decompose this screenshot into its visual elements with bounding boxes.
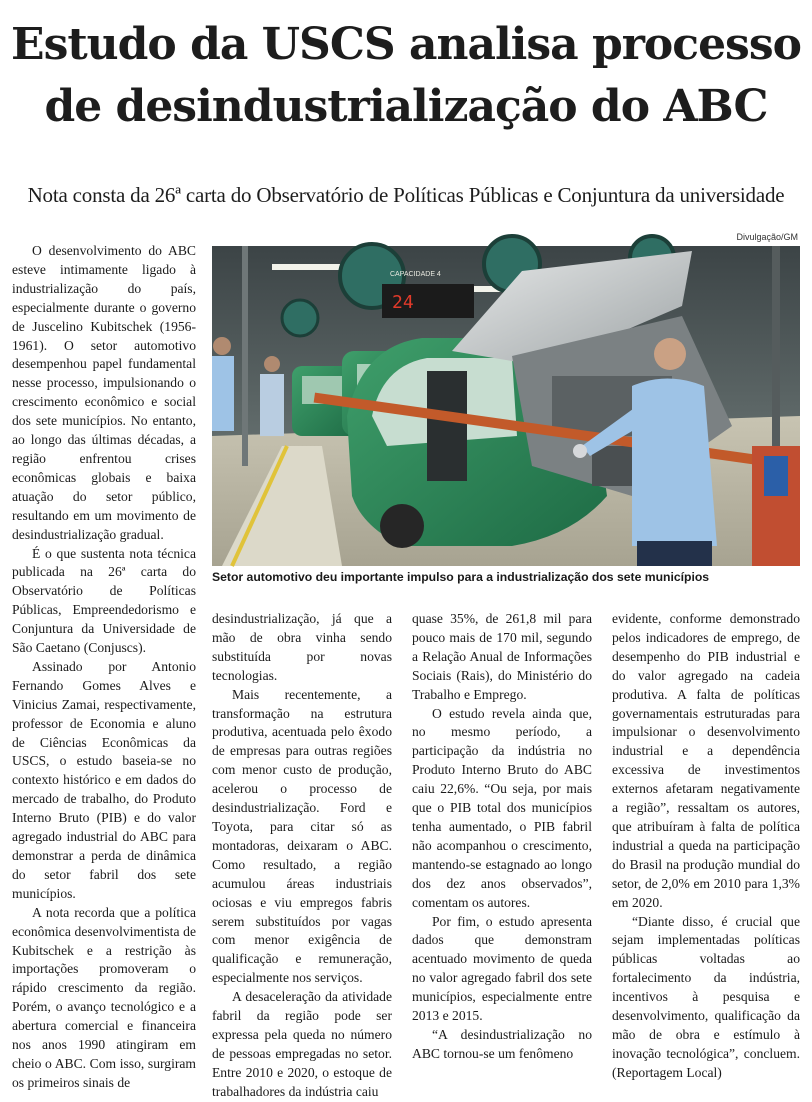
paragraph: Assinado por Antonio Fernando Gomes Alves e Vinicius Zamai, respectivamente, professor de Economia e aluno de Ciências Econômicas da USCS, o estudo baseia-se no contexto histórico e em dados do mercado de trabalho, do Produto Interno Bruto (PIB) e do valor agregado industrial do ABC para demonstrar a perda de dinâmica do setor fabril dos sete municípios. — [12, 658, 196, 901]
paragraph: A nota recorda que a política econômica desenvolvimentista de Kubitschek e a restrição às importações promoveram o rápido crescimento da região. Porém, o avanço tecnológico e a abertura comercial e financeira nos anos 1990 atingiram em cheio o ABC. Com isso, surgiram os primeiros sinais de — [12, 904, 196, 1090]
sign-text: CAPACIDADE 4 — [390, 271, 441, 278]
headline — [10, 14, 802, 138]
paragraph: “A desindustrialização no ABC tornou-se um fenômeno — [412, 1026, 592, 1061]
article-column-3 — [412, 610, 592, 1064]
paragraph: Por fim, o estudo apresenta dados que demonstram acentuado movimento de queda no valor agregado fabril dos sete municípios, especialmente entre 2013 e 2015. — [412, 913, 592, 1024]
paragraph: O desenvolvimento do ABC esteve intimamente ligado à industrialização do país, especialmente durante o governo de Juscelino Kubitschek (1956-1961). O setor automotivo desempenhou papel fundamental nesse processo, impulsionando o crescimento econômico e social dos sete municípios. No entanto, ao longo das últimas décadas, a região enfrentou crises econômicas globais e baixa atuação do setor público, resultando em um movimento de desindustrialização gradual. — [12, 243, 196, 542]
photo-caption: Setor automotivo deu importante impulso para a industrialização dos sete municípios — [212, 570, 710, 584]
paragraph: evidente, conforme demonstrado pelos indicadores de emprego, de desempenho do PIB industrial e do valor agregado na cadeia produtiva. A falta de políticas governamentais estruturadas para impulsionar o desenvolvimento industrial e a dependência excessiva de investimentos externos afetaram negativamente a região”, ressaltam os autores, que atribuíram à falta de política industrial a queda na participação do Brasil na produção mundial do setor, de 2,0% em 2010 para 1,3% em 2020. — [612, 611, 800, 910]
headline-line-2: de desindustrialização do ABC — [44, 81, 768, 132]
paragraph: desindustrialização, já que a mão de obra vinha sendo substituída por novas tecnologias. — [212, 611, 392, 683]
paragraph: É o que sustenta nota técnica publicada na 26ª carta do Observatório de Políticas Públicas, Empreendedorismo e Conjuntura da Universidade de São Caetano (Conjuscs). — [12, 545, 196, 656]
article-column-2 — [212, 610, 392, 1099]
paragraph: Mais recentemente, a transformação na estrutura produtiva, acentuada pelo êxodo de empresas para outras regiões com menor custo de produção, acelerou o processo de desindustrialização. Ford e Toyota, para citar só as montadoras, deixaram o ABC. Como resultado, a região acumulou áreas industriais ociosas e viu empregos fabris serem substituídos por vagas com menor exigência de qualificação e remuneração, especialmente nos serviços. — [212, 686, 392, 986]
display-board-text: 24 — [392, 292, 414, 313]
headline-line-1: Estudo da USCS analisa processo — [11, 19, 801, 70]
article-column-4 — [612, 610, 800, 1080]
subheadline: Nota consta da 26ª carta do Observatório de Políticas Públicas e Conjuntura da universidade — [27, 183, 785, 207]
paragraph: quase 35%, de 261,8 mil para pouco mais de 170 mil, segundo a Relação Anual de Informações Sociais (Rais), do Ministério do Trabalho e Emprego. — [412, 611, 592, 702]
paragraph: “Diante disso, é crucial que sejam implementadas políticas públicas voltadas ao fortalecimento da indústria, incentivos à pesquisa e desenvolvimento, qualificação da mão de obra e estímulo à inovação tecnológica”, concluem. (Reportagem Local) — [612, 913, 800, 1080]
article-photo — [212, 246, 800, 566]
article-column-1 — [12, 242, 196, 1090]
paragraph: O estudo revela ainda que, no mesmo período, a participação da indústria no Produto Interno Bruto do ABC caiu 22,6%. “Ou seja, por mais que o PIB total dos municípios tenha aumentado, o PIB fabril não acompanhou o crescimento, mantendo-se estagnado ao longo dos dez anos observados”, comentam os autores. — [412, 705, 592, 910]
paragraph: A desaceleração da atividade fabril da região pode ser expressa pela queda no número de pessoas empregadas no setor. Entre 2010 e 2020, o estoque de trabalhadores da indústria caiu — [212, 989, 392, 1099]
photo-credit: Divulgação/GM — [736, 232, 798, 242]
factory-assembly-line-illustration — [212, 246, 800, 566]
